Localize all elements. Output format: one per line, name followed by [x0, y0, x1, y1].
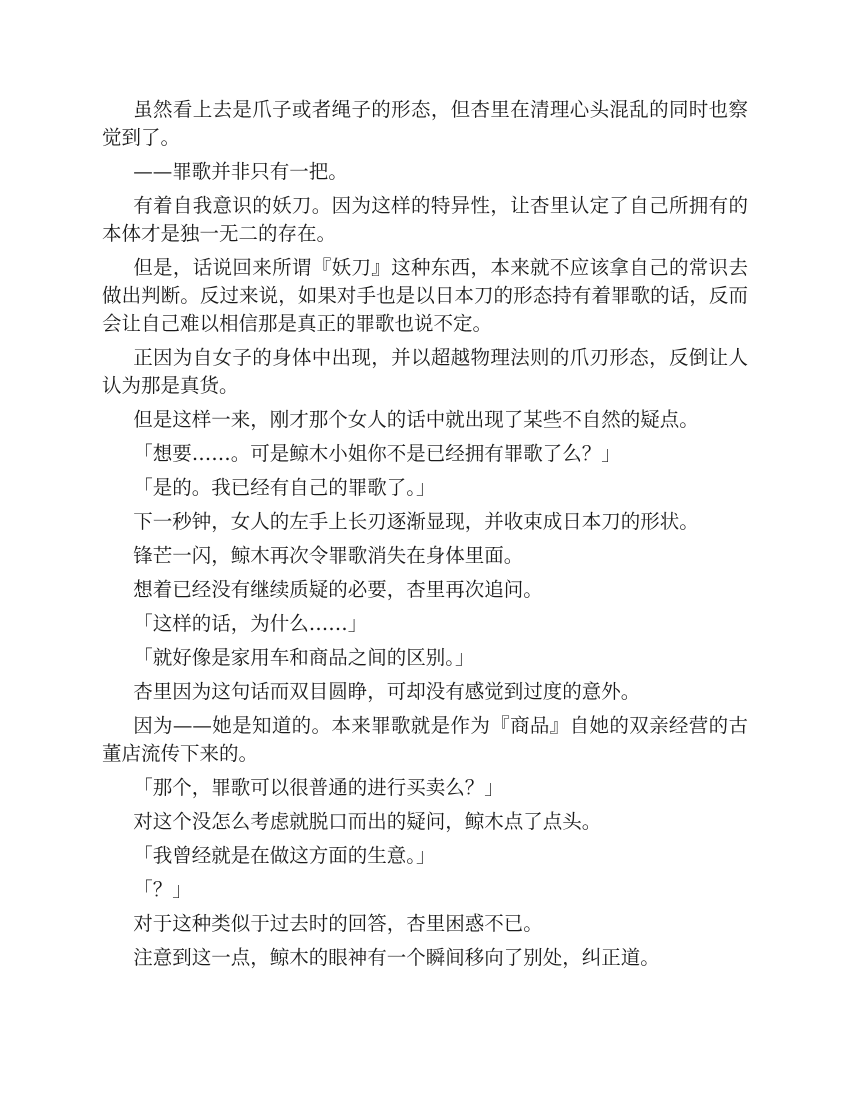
dialog-line: 「这样的话，为什么……」 — [133, 612, 368, 635]
dialog-line: 「想要……。可是鲸木小姐你不是已经拥有罪歌了么？」 — [133, 442, 621, 465]
paragraph: ——罪歌并非只有一把。 — [133, 160, 348, 183]
paragraph: 虽然看上去是爪子或者绳子的形态，但杏里在清理心头混乱的同时也察觉到了。 — [102, 98, 748, 149]
paragraph: 锋芒一闪，鲸木再次令罪歌消失在身体里面。 — [133, 544, 524, 567]
paragraph: 注意到这一点，鲸木的眼神有一个瞬间移向了别处，纠正道。 — [133, 946, 660, 969]
dialog-line: 「？」 — [133, 878, 192, 901]
paragraph: 但是，话说回来所谓『妖刀』这种东西，本来就不应该拿自己的常识去做出判断。反过来说，如果对手也是以日本刀的形态持有着罪歌的话，反而会让自己难以相信那是真正的罪歌也说不定。 — [102, 256, 748, 335]
dialog-line: 「我曾经就是在做这方面的生意。」 — [133, 844, 436, 867]
paragraph: 正因为自女子的身体中出现，并以超越物理法则的爪刃形态，反倒让人认为那是真货。 — [102, 346, 748, 397]
paragraph: 因为——她是知道的。本来罪歌就是作为『商品』自她的双亲经营的古董店流传下来的。 — [102, 714, 748, 765]
paragraph: 想着已经没有继续质疑的必要，杏里再次追问。 — [133, 578, 543, 601]
paragraph: 对于这种类似于过去时的回答，杏里困惑不已。 — [133, 912, 543, 935]
paragraph: 下一秒钟，女人的左手上长刃逐渐显现，并收束成日本刀的形状。 — [133, 510, 699, 533]
dialog-line: 「那个，罪歌可以很普通的进行买卖么？」 — [133, 776, 504, 799]
dialog-line: 「是的。我已经有自己的罪歌了。」 — [133, 476, 436, 499]
paragraph: 有着自我意识的妖刀。因为这样的特异性，让杏里认定了自己所拥有的本体才是独一无二的存在。 — [102, 194, 748, 245]
dialog-line: 「就好像是家用车和商品之间的区别。」 — [133, 646, 475, 669]
paragraph: 但是这样一来，刚才那个女人的话中就出现了某些不自然的疑点。 — [133, 408, 699, 431]
paragraph: 杏里因为这句话而双目圆睁，可却没有感觉到过度的意外。 — [133, 680, 641, 703]
paragraph: 对这个没怎么考虑就脱口而出的疑问，鲸木点了点头。 — [133, 810, 602, 833]
